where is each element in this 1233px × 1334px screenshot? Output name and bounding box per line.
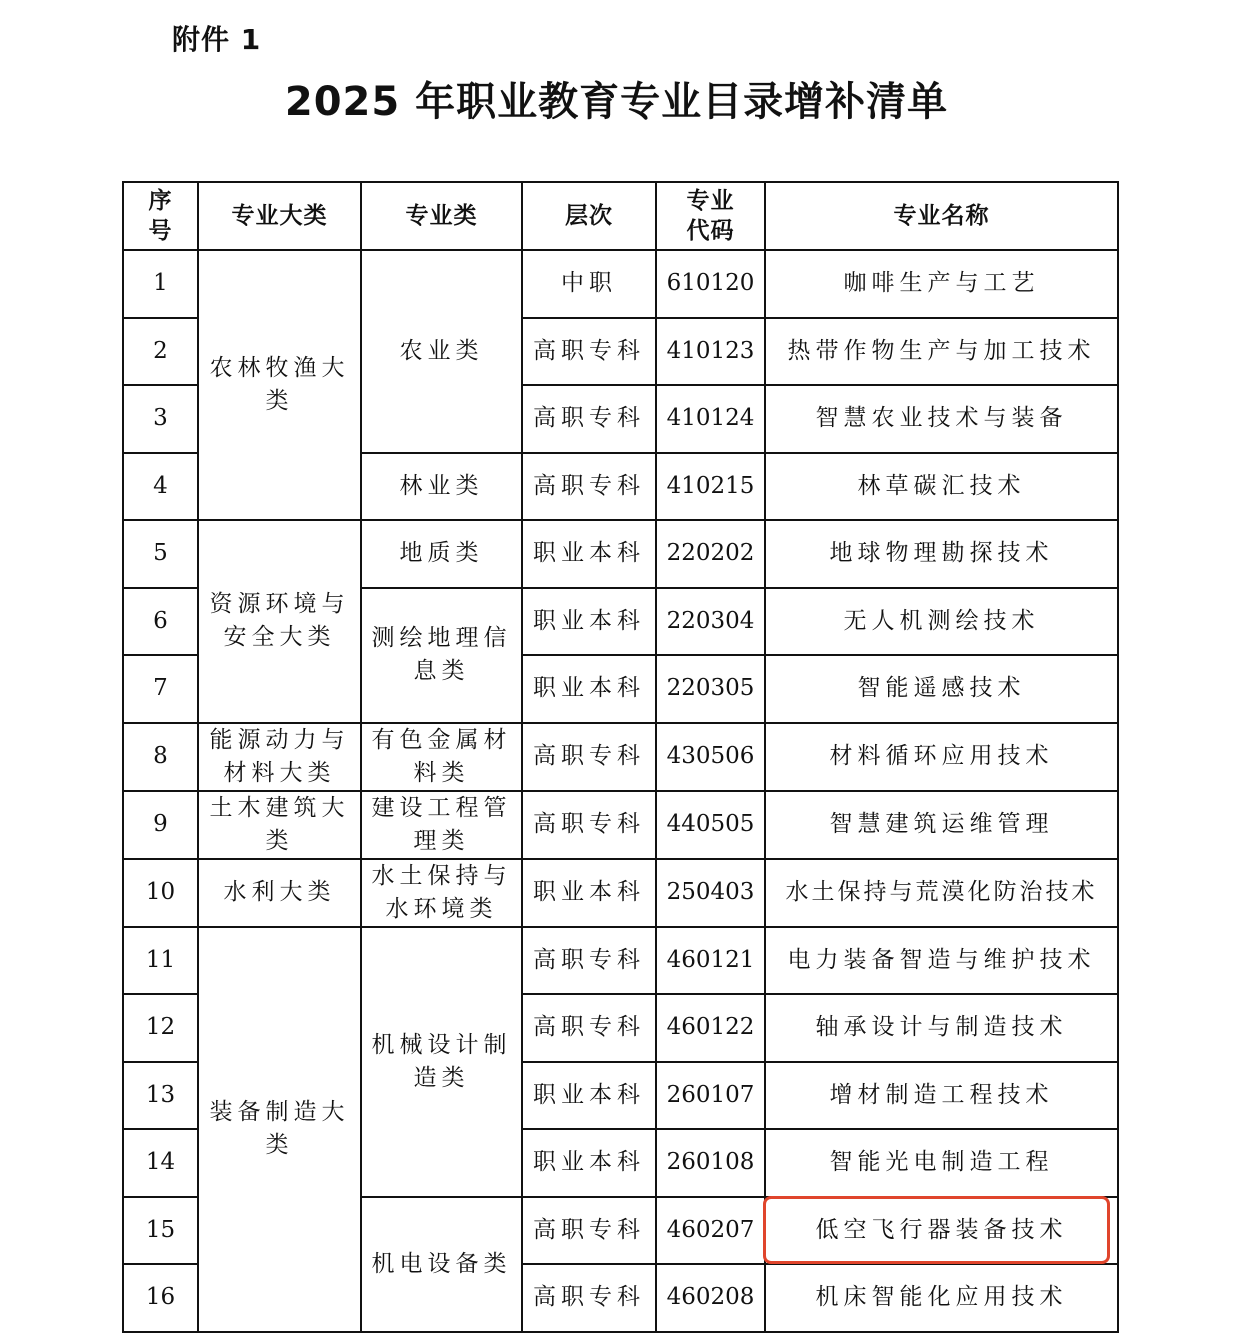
row-number: 15 — [123, 1197, 198, 1265]
table-header-row — [123, 182, 1118, 250]
header-major-category: 专业大类 — [198, 182, 361, 250]
major-class-cell: 机电设备类 — [361, 1197, 522, 1332]
table-row — [123, 791, 1118, 859]
row-number: 2 — [123, 318, 198, 386]
major-category-cell: 农林牧渔大类 — [198, 250, 361, 520]
row-number: 1 — [123, 250, 198, 318]
major-category-cell: 水利大类 — [198, 859, 361, 927]
row-number: 7 — [123, 655, 198, 723]
code-cell: 460122 — [656, 994, 765, 1062]
code-cell: 220202 — [656, 520, 765, 588]
major-name-cell: 材料循环应用技术 — [765, 723, 1118, 791]
table-row — [123, 859, 1118, 927]
major-name-cell: 热带作物生产与加工技术 — [765, 318, 1118, 386]
code-cell: 610120 — [656, 250, 765, 318]
major-class-cell: 地质类 — [361, 520, 522, 588]
level-cell: 高职专科 — [522, 994, 656, 1062]
level-cell: 高职专科 — [522, 791, 656, 859]
level-cell: 中职 — [522, 250, 656, 318]
header-name: 专业名称 — [765, 182, 1118, 250]
major-name-cell: 水土保持与荒漠化防治技术 — [765, 859, 1118, 927]
major-class-cell: 机械设计制造类 — [361, 927, 522, 1197]
major-name-cell: 增材制造工程技术 — [765, 1062, 1118, 1130]
level-cell: 高职专科 — [522, 453, 656, 521]
level-cell: 职业本科 — [522, 859, 656, 927]
code-cell: 440505 — [656, 791, 765, 859]
major-name-cell: 机床智能化应用技术 — [765, 1264, 1118, 1332]
level-cell: 职业本科 — [522, 1062, 656, 1130]
code-cell: 260108 — [656, 1129, 765, 1197]
level-cell: 高职专科 — [522, 927, 656, 995]
row-number: 10 — [123, 859, 198, 927]
code-cell: 410215 — [656, 453, 765, 521]
row-number: 5 — [123, 520, 198, 588]
major-category-cell: 土木建筑大类 — [198, 791, 361, 859]
code-cell: 430506 — [656, 723, 765, 791]
row-number: 13 — [123, 1062, 198, 1130]
row-number: 9 — [123, 791, 198, 859]
major-category-cell: 资源环境与安全大类 — [198, 520, 361, 723]
table-row — [123, 723, 1118, 791]
major-name-cell: 无人机测绘技术 — [765, 588, 1118, 656]
major-name-cell: 咖啡生产与工艺 — [765, 250, 1118, 318]
level-cell: 高职专科 — [522, 723, 656, 791]
table-row — [123, 250, 1118, 318]
code-cell: 460208 — [656, 1264, 765, 1332]
level-cell: 高职专科 — [522, 1197, 656, 1265]
row-number: 8 — [123, 723, 198, 791]
major-class-cell: 农业类 — [361, 250, 522, 453]
level-cell: 高职专科 — [522, 318, 656, 386]
row-number: 12 — [123, 994, 198, 1062]
code-cell: 220305 — [656, 655, 765, 723]
row-number: 4 — [123, 453, 198, 521]
major-category-cell: 装备制造大类 — [198, 927, 361, 1332]
major-name-cell-highlighted: 低空飞行器装备技术 — [765, 1197, 1118, 1265]
row-number: 14 — [123, 1129, 198, 1197]
code-cell: 220304 — [656, 588, 765, 656]
major-name-cell: 智能遥感技术 — [765, 655, 1118, 723]
row-number: 11 — [123, 927, 198, 995]
code-cell: 410123 — [656, 318, 765, 386]
major-name-cell: 智能光电制造工程 — [765, 1129, 1118, 1197]
row-number: 6 — [123, 588, 198, 656]
page-title: 2025 年职业教育专业目录增补清单 — [284, 79, 949, 125]
header-index: 序号 — [123, 182, 198, 250]
major-name-cell: 地球物理勘探技术 — [765, 520, 1118, 588]
row-number: 16 — [123, 1264, 198, 1332]
major-name-cell: 智慧农业技术与装备 — [765, 385, 1118, 453]
header-level: 层次 — [522, 182, 656, 250]
table-row — [123, 520, 1118, 588]
major-class-cell: 有色金属材料类 — [361, 723, 522, 791]
major-name-cell: 电力装备智造与维护技术 — [765, 927, 1118, 995]
major-category-cell: 能源动力与材料大类 — [198, 723, 361, 791]
row-number: 3 — [123, 385, 198, 453]
major-name-cell: 轴承设计与制造技术 — [765, 994, 1118, 1062]
level-cell: 职业本科 — [522, 588, 656, 656]
level-cell: 职业本科 — [522, 655, 656, 723]
header-code: 专业代码 — [656, 182, 765, 250]
level-cell: 职业本科 — [522, 1129, 656, 1197]
header-major-class: 专业类 — [361, 182, 522, 250]
code-cell: 460121 — [656, 927, 765, 995]
table-row — [123, 927, 1118, 995]
attachment-label: 附件 1 — [172, 23, 262, 56]
major-class-cell: 建设工程管理类 — [361, 791, 522, 859]
level-cell: 高职专科 — [522, 1264, 656, 1332]
major-class-cell: 水土保持与水环境类 — [361, 859, 522, 927]
code-cell: 410124 — [656, 385, 765, 453]
major-name-cell: 林草碳汇技术 — [765, 453, 1118, 521]
level-cell: 高职专科 — [522, 385, 656, 453]
code-cell: 250403 — [656, 859, 765, 927]
major-list-table — [122, 181, 1119, 1333]
major-name-cell: 智慧建筑运维管理 — [765, 791, 1118, 859]
code-cell: 460207 — [656, 1197, 765, 1265]
major-class-cell: 测绘地理信息类 — [361, 588, 522, 723]
level-cell: 职业本科 — [522, 520, 656, 588]
code-cell: 260107 — [656, 1062, 765, 1130]
major-class-cell: 林业类 — [361, 453, 522, 521]
